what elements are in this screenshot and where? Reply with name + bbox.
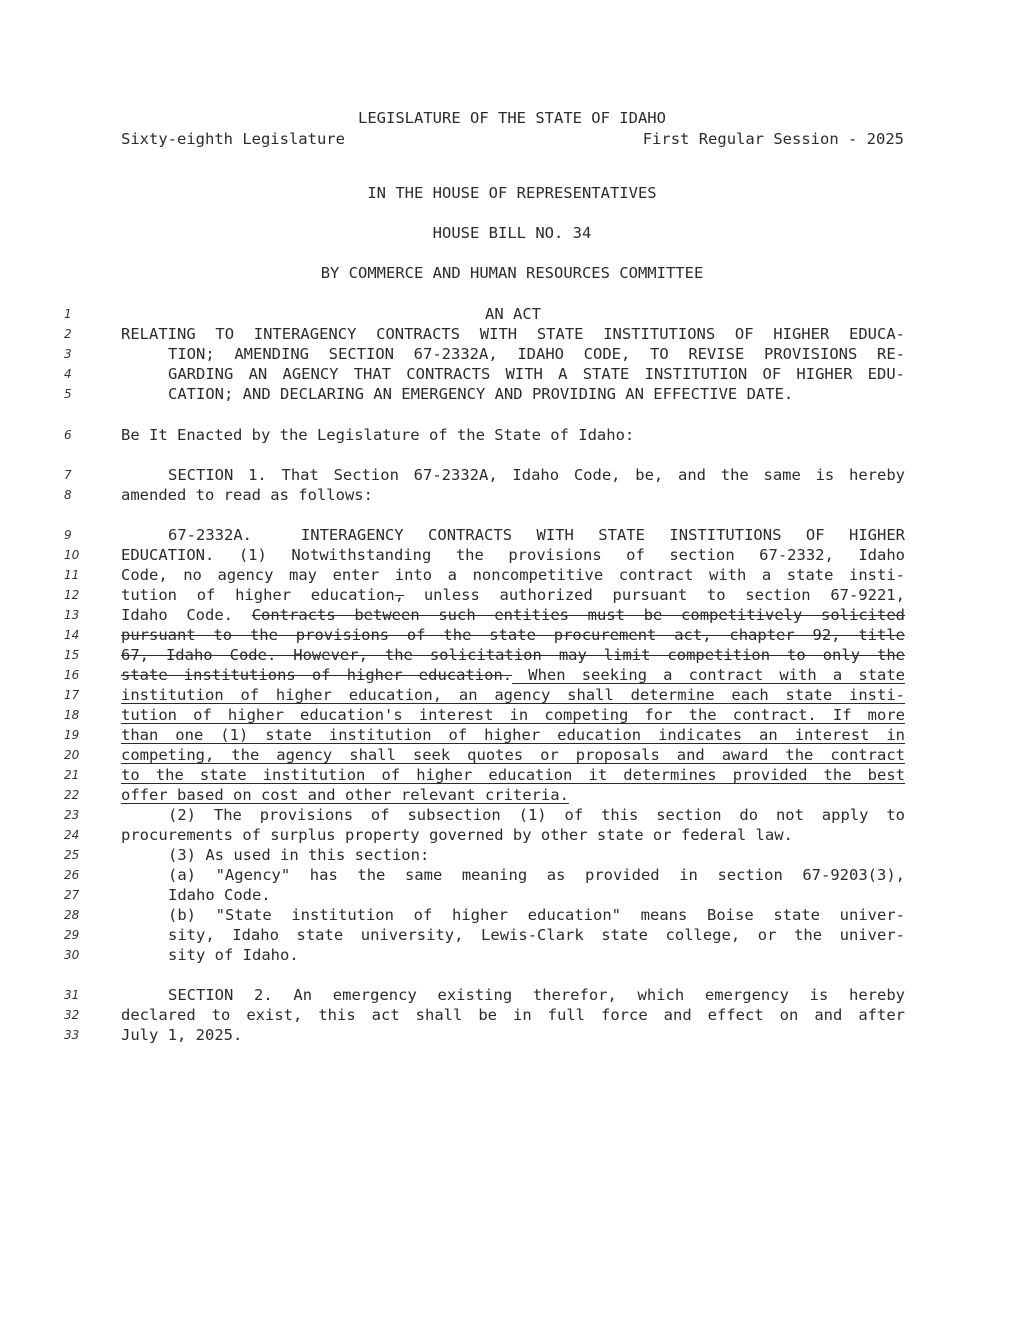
bill-line xyxy=(0,865,1024,885)
line-number: 21 xyxy=(64,768,80,782)
line-text xyxy=(121,605,905,625)
bill-line xyxy=(0,665,1024,685)
bill-line xyxy=(0,485,1024,505)
line-text: EDUCATION. (1) Notwithstanding the provisions of section 67-2332, Idaho xyxy=(121,546,905,564)
bill-line xyxy=(0,384,1024,404)
legislature-title: LEGISLATURE OF THE STATE OF IDAHO xyxy=(358,109,666,127)
line-number: 14 xyxy=(64,628,80,642)
bill-line xyxy=(0,825,1024,845)
line-number: 5 xyxy=(64,387,72,401)
deleted-text: , xyxy=(394,586,405,604)
line-text: SECTION 1. That Section 67-2332A, Idaho Code, be, and the same is hereby xyxy=(168,466,905,484)
bill-line xyxy=(0,465,1024,485)
bill-number: HOUSE BILL NO. 34 xyxy=(432,224,592,242)
bill-line xyxy=(0,1025,1024,1045)
line-number: 3 xyxy=(64,347,72,361)
line-text: GARDING AN AGENCY THAT CONTRACTS WITH A STATE INSTITUTION OF HIGHER EDU- xyxy=(168,365,905,383)
bill-line xyxy=(0,625,1024,645)
bill-line xyxy=(0,545,1024,565)
plain-text: tution of higher education xyxy=(121,586,395,604)
line-number: 12 xyxy=(64,588,80,602)
line-text xyxy=(121,665,905,685)
line-number: 32 xyxy=(64,1008,80,1022)
bill-line xyxy=(0,324,1024,344)
bill-line xyxy=(0,905,1024,925)
line-text: (2) The provisions of subsection (1) of this section do not apply to xyxy=(168,806,905,824)
deleted-text: state institutions of higher education. xyxy=(121,666,513,684)
line-number: 26 xyxy=(64,868,80,882)
line-number: 29 xyxy=(64,928,80,942)
inserted-text: than one (1) state institution of higher education indicates an interest in xyxy=(121,726,905,744)
line-text: (b) "State institution of higher education" means Boise state univer- xyxy=(168,906,905,924)
chamber-label: IN THE HOUSE OF REPRESENTATIVES xyxy=(367,184,657,202)
line-text: (a) "Agency" has the same meaning as provided in section 67-9203(3), xyxy=(168,866,905,884)
deleted-text: 67, Idaho Code. However, the solicitation may limit competition to only the xyxy=(121,646,905,664)
bill-line xyxy=(0,1005,1024,1025)
line-number: 1 xyxy=(64,307,72,321)
line-text: CATION; AND DECLARING AN EMERGENCY AND PROVIDING AN EFFECTIVE DATE. xyxy=(168,385,794,403)
plain-text: unless authorized pursuant to section 67-9221, xyxy=(404,586,905,604)
inserted-text: When seeking a contract with a state xyxy=(512,666,905,684)
line-text: Idaho Code. xyxy=(168,886,271,904)
sponsor-label: BY COMMERCE AND HUMAN RESOURCES COMMITTEE xyxy=(320,264,704,282)
bill-line xyxy=(0,645,1024,665)
line-text: sity of Idaho. xyxy=(168,946,299,964)
bill-line xyxy=(0,585,1024,605)
line-text: July 1, 2025. xyxy=(121,1026,243,1044)
line-text: sity, Idaho state university, Lewis-Clark state college, or the univer- xyxy=(168,926,905,944)
line-number: 33 xyxy=(64,1028,80,1042)
line-number: 25 xyxy=(64,848,80,862)
line-number: 22 xyxy=(64,788,80,802)
inserted-text: institution of higher education, an agency shall determine each state insti- xyxy=(121,686,905,704)
line-number: 15 xyxy=(64,648,80,662)
line-number: 7 xyxy=(64,468,72,482)
line-text: TION; AMENDING SECTION 67-2332A, IDAHO CODE, TO REVISE PROVISIONS RE- xyxy=(168,345,905,363)
enacting-clause: Be It Enacted by the Legislature of the State of Idaho: xyxy=(121,426,635,444)
bill-line xyxy=(0,705,1024,725)
bill-line xyxy=(0,364,1024,384)
line-number: 24 xyxy=(64,828,80,842)
act-title: AN ACT xyxy=(485,305,541,323)
bill-line xyxy=(0,525,1024,545)
bill-line xyxy=(0,765,1024,785)
inserted-text: tution of higher education's interest in competing for the contract. If more xyxy=(121,706,905,724)
line-number: 13 xyxy=(64,608,80,622)
line-number: 17 xyxy=(64,688,80,702)
line-number: 31 xyxy=(64,988,80,1002)
line-text: procurements of surplus property governed by other state or federal law. xyxy=(121,826,793,844)
inserted-text: to the state institution of higher education it determines provided the best xyxy=(121,766,905,784)
line-text: SECTION 2. An emergency existing therefor, which emergency is hereby xyxy=(168,986,905,1004)
bill-line xyxy=(0,985,1024,1005)
line-number: 11 xyxy=(64,568,80,582)
line-text: RELATING TO INTERAGENCY CONTRACTS WITH STATE INSTITUTIONS OF HIGHER EDUCA- xyxy=(121,325,905,343)
line-number: 20 xyxy=(64,748,80,762)
line-text: amended to read as follows: xyxy=(121,486,373,504)
deleted-text: pursuant to the provisions of the state procurement act, chapter 92, title xyxy=(121,626,905,644)
bill-line xyxy=(0,925,1024,945)
bill-line xyxy=(0,425,1024,445)
bill-line xyxy=(0,885,1024,905)
line-text: (3) As used in this section: xyxy=(168,846,430,864)
bill-line xyxy=(0,725,1024,745)
line-number: 18 xyxy=(64,708,80,722)
bill-line xyxy=(0,945,1024,965)
line-number: 19 xyxy=(64,728,80,742)
session-label: First Regular Session - 2025 xyxy=(642,130,904,148)
line-number: 4 xyxy=(64,367,72,381)
section-heading: 67-2332A. INTERAGENCY CONTRACTS WITH STATE INSTITUTIONS OF HIGHER xyxy=(168,526,905,544)
legislature-number: Sixty-eighth Legislature xyxy=(121,130,345,148)
line-number: 30 xyxy=(64,948,80,962)
bill-line xyxy=(0,565,1024,585)
bill-line xyxy=(0,785,1024,805)
bill-line xyxy=(0,745,1024,765)
line-text: Code, no agency may enter into a noncompetitive contract with a state insti- xyxy=(121,566,905,584)
inserted-text: offer based on cost and other relevant criteria. xyxy=(121,786,569,804)
bill-line xyxy=(0,845,1024,865)
line-number: 23 xyxy=(64,808,80,822)
line-text xyxy=(121,585,905,605)
plain-text: Idaho Code. xyxy=(121,606,252,624)
line-number: 2 xyxy=(64,327,72,341)
bill-line xyxy=(0,304,1024,324)
line-text: declared to exist, this act shall be in full force and effect on and after xyxy=(121,1006,905,1024)
bill-line xyxy=(0,344,1024,364)
line-number: 27 xyxy=(64,888,80,902)
line-number: 28 xyxy=(64,908,80,922)
line-number: 9 xyxy=(64,528,72,542)
line-number: 8 xyxy=(64,488,72,502)
inserted-text: competing, the agency shall seek quotes or proposals and award the contract xyxy=(121,746,905,764)
deleted-text: Contracts between such entities must be competitively solicited xyxy=(251,606,906,624)
bill-line xyxy=(0,605,1024,625)
line-number: 6 xyxy=(64,428,72,442)
line-number: 10 xyxy=(64,548,80,562)
bill-line xyxy=(0,805,1024,825)
bill-line xyxy=(0,685,1024,705)
line-number: 16 xyxy=(64,668,80,682)
